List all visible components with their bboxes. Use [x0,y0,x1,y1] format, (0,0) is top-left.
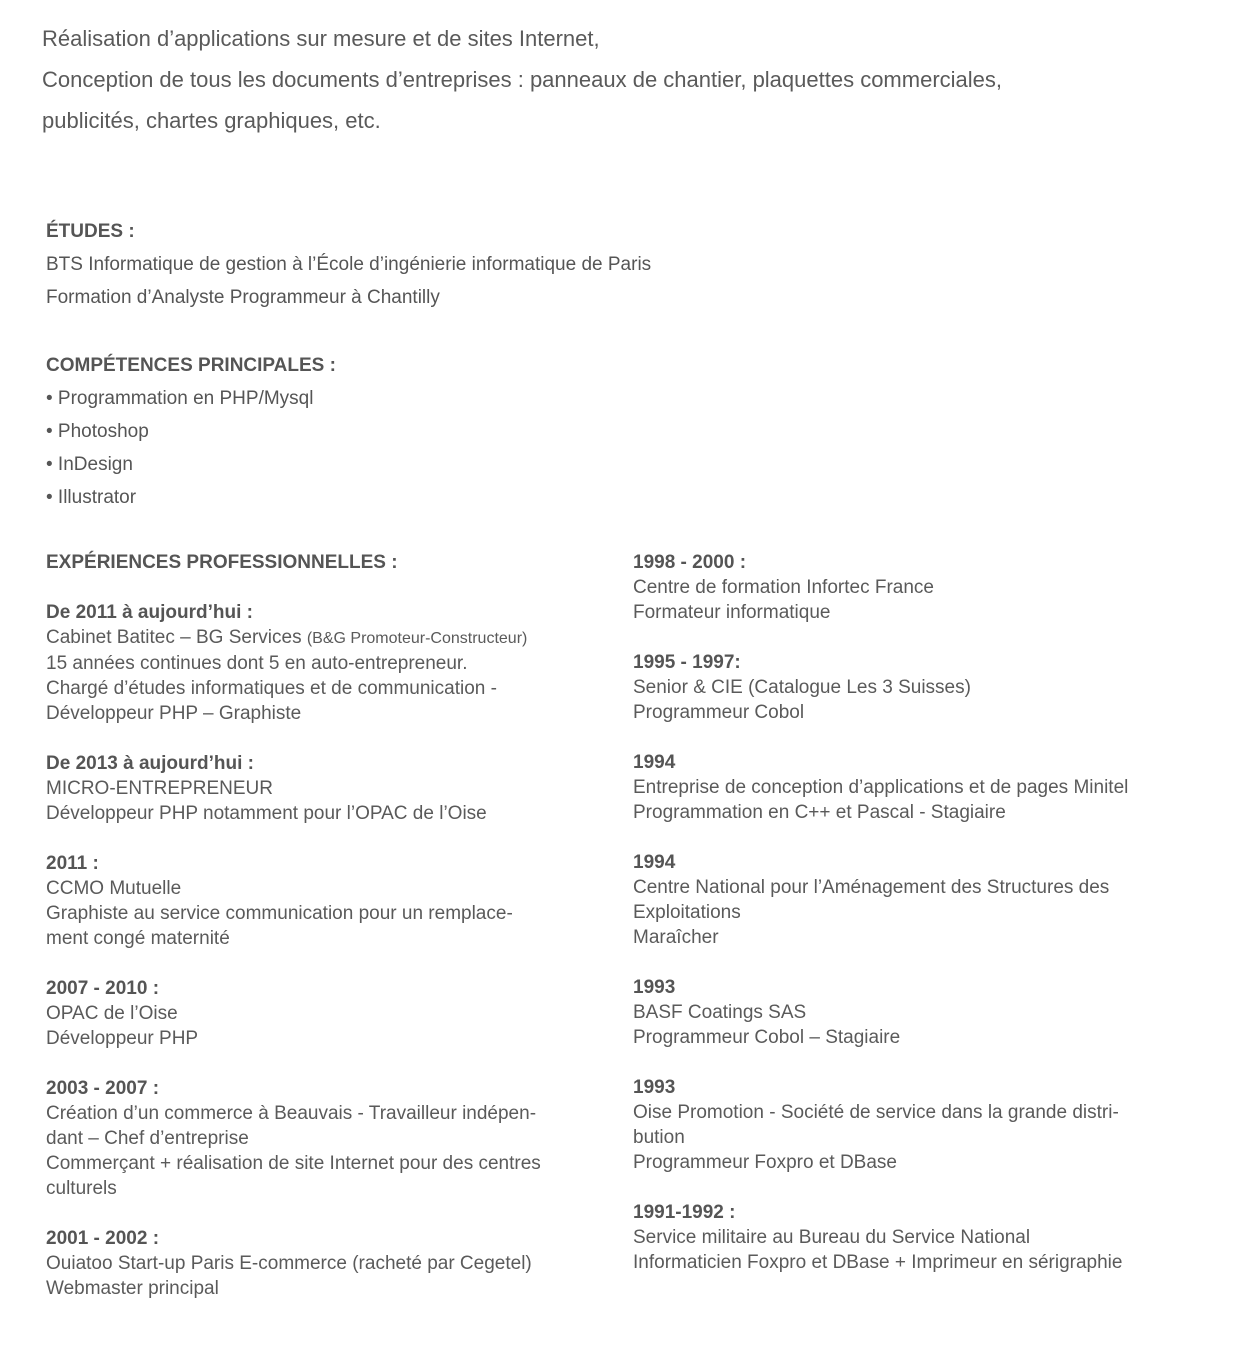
experience-line: Création d’un commerce à Beauvais - Travailleur indépen- [46,1103,537,1124]
experience-entry [46,851,606,951]
experience-line: Développeur PHP [46,1028,199,1049]
experience-line: Maraîcher [633,927,719,948]
experience-line: Centre National pour l’Aménagement des Structures des [633,877,1110,898]
experience-line [46,625,606,651]
experience-line: Développeur PHP notamment pour l’OPAC de l’Oise [46,803,487,824]
experience-period: De 2013 à aujourd’hui : [46,753,254,774]
experience-entry [633,650,1208,725]
skills-item: • Illustrator [46,487,137,508]
experience-line: Formateur informatique [633,602,831,623]
experience-period: 2007 - 2010 : [46,978,160,999]
experience-left-column [46,550,606,1301]
experience-line: Commerçant + réalisation de site Internet pour des centres [46,1153,541,1174]
skills-item: • Photoshop [46,421,149,442]
experience-line: Chargé d’études informatiques et de communication - [46,678,497,699]
experience-period: 1991-1992 : [633,1202,736,1223]
experience-entry [46,976,606,1051]
intro-line: publicités, chartes graphiques, etc. [42,108,381,133]
skills-item: • InDesign [46,454,133,475]
experience-line: Exploitations [633,902,741,923]
experience-line: 15 années continues dont 5 en auto-entrepreneur. [46,653,468,674]
skills-heading: COMPÉTENCES PRINCIPALES : [46,355,336,376]
intro-line: Conception de tous les documents d’entreprises : panneaux de chantier, plaquettes commerciales, [42,67,1003,92]
experience-entry [46,751,606,826]
employer-name: Cabinet Batitec – BG Services [46,627,307,648]
studies-item: BTS Informatique de gestion à l’École d’ingénierie informatique de Paris [46,254,652,275]
experience-line: BASF Coatings SAS [633,1002,807,1023]
intro-paragraph [42,18,1212,141]
studies-section [46,215,651,314]
experience-line: Senior & CIE (Catalogue Les 3 Suisses) [633,677,971,698]
experience-line: OPAC de l’Oise [46,1003,178,1024]
experience-period: 1994 [633,852,676,873]
experience-period: 1994 [633,752,676,773]
experience-period: De 2011 à aujourd’hui : [46,602,253,623]
experience-line: Service militaire au Bureau du Service National [633,1227,1031,1248]
experience-entry [633,1075,1208,1175]
experience-line: Programmeur Foxpro et DBase [633,1152,897,1173]
experience-entry [633,975,1208,1050]
intro-line: Réalisation d’applications sur mesure et de sites Internet, [42,26,600,51]
experience-line: Programmeur Cobol [633,702,805,723]
experience-line: Ouiatoo Start-up Paris E-commerce (racheté par Cegetel) [46,1253,532,1274]
experience-line: Centre de formation Infortec France [633,577,934,598]
experience-period: 1993 [633,977,676,998]
experience-period: 1993 [633,1077,676,1098]
experience-line: Graphiste au service communication pour un remplace- [46,903,513,924]
studies-heading: ÉTUDES : [46,221,135,242]
studies-item: Formation d’Analyste Programmeur à Chantilly [46,287,440,308]
experience-entry [633,1200,1208,1275]
experience-entry [633,550,1208,625]
employer-note: (B&G Promoteur-Constructeur) [306,630,528,647]
experience-period: 1995 - 1997: [633,652,741,673]
experience-line: bution [633,1127,685,1148]
experience-entry [633,750,1208,825]
experience-line: Informaticien Foxpro et DBase + Imprimeur en sérigraphie [633,1252,1123,1273]
experience-line: ment congé maternité [46,928,230,949]
experience-period: 2011 : [46,853,99,874]
skills-item: • Programmation en PHP/Mysql [46,388,314,409]
experience-period: 2001 - 2002 : [46,1228,160,1249]
experience-line: Développeur PHP – Graphiste [46,703,302,724]
experience-line: Entreprise de conception d’applications et de pages Minitel [633,777,1129,798]
experience-line: Webmaster principal [46,1278,219,1299]
skills-section [46,349,336,514]
experience-entry [633,850,1208,950]
experience-heading: EXPÉRIENCES PROFESSIONNELLES : [46,552,398,573]
experience-line: culturels [46,1178,117,1199]
experience-period: 1998 - 2000 : [633,552,747,573]
experience-entry [46,600,606,726]
experience-line: Programmation en C++ et Pascal - Stagiaire [633,802,1006,823]
experience-line: Oise Promotion - Société de service dans la grande distri- [633,1102,1119,1123]
experience-line: CCMO Mutuelle [46,878,182,899]
experience-line: Programmeur Cobol – Stagiaire [633,1027,901,1048]
experience-line: MICRO-ENTREPRENEUR [46,778,273,799]
experience-entry [46,1226,606,1301]
experience-entry [46,1076,606,1201]
experience-period: 2003 - 2007 : [46,1078,160,1099]
experience-line: dant – Chef d’entreprise [46,1128,249,1149]
experience-right-column [633,550,1208,1275]
